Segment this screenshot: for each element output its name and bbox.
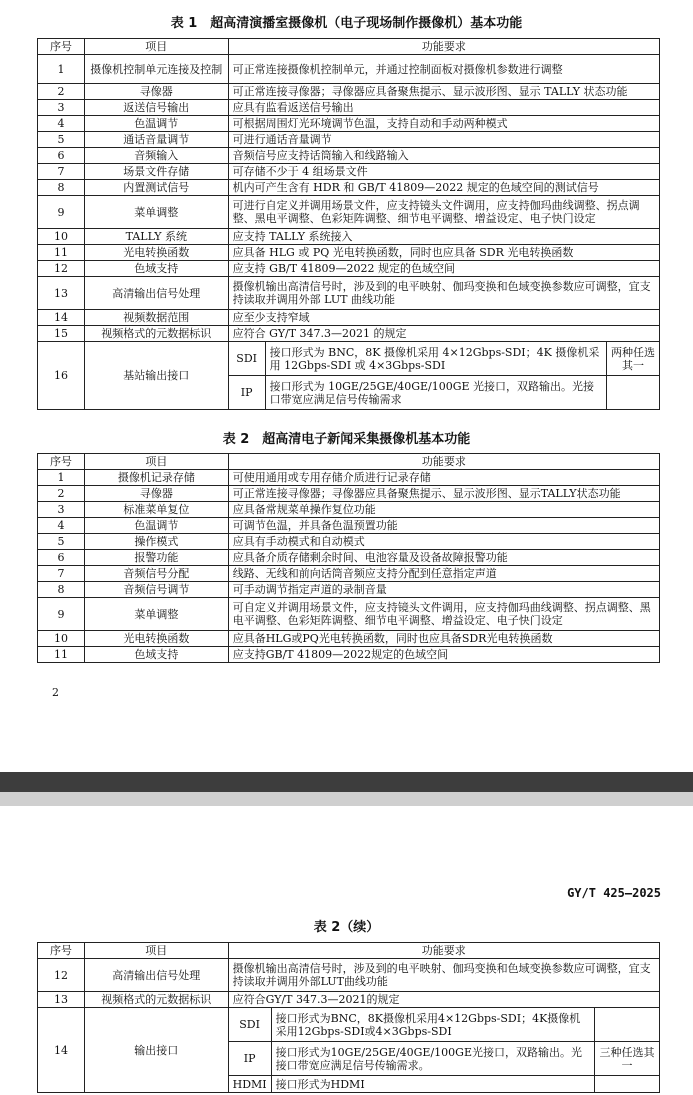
selection-note: 三种任选其一	[599, 1045, 655, 1072]
interface-cell	[228, 376, 659, 410]
row-requirement: 应具有手动模式和自动模式	[228, 534, 659, 550]
header-no: 序号	[38, 454, 85, 470]
interface-spec: 接口形式为 BNC，8K 摄像机采用 4×12Gbps-SDI；4K 摄像机采用 12Gbps-SDI 或 4×3Gbps-SDI	[265, 342, 606, 375]
row-requirement: 可调节色温，并具备色温预置功能	[228, 518, 659, 534]
row-item: 标准菜单复位	[84, 502, 228, 518]
row-requirement: 应支持 TALLY 系统接入	[228, 229, 659, 245]
table1-caption: 表 1 超高清演播室摄像机（电子现场制作摄像机）基本功能	[170, 16, 523, 31]
table-row	[38, 550, 660, 566]
row-number: 14	[38, 310, 85, 326]
page-separator-light	[0, 792, 693, 806]
row-item: 色温调节	[84, 518, 228, 534]
row-requirement: 可使用通用或专用存储介质进行记录存储	[228, 470, 659, 486]
row-number: 12	[38, 261, 85, 277]
row-requirement: 可存储不少于 4 组场景文件	[228, 164, 659, 180]
row-number: 9	[38, 598, 85, 631]
row-item: 输出接口	[84, 1008, 228, 1093]
header-requirement: 功能要求	[228, 454, 659, 470]
row-item: 场景文件存储	[84, 164, 228, 180]
row-requirement: 应具备介质存储剩余时间、电池容量及设备故障报警功能	[228, 550, 659, 566]
row-number: 3	[38, 100, 85, 116]
row-requirement: 应符合 GY/T 347.3—2021 的规定	[228, 326, 659, 342]
selection-note-cont	[595, 1076, 660, 1092]
row-requirement: 可正常连接寻像器；寻像器应具备聚焦提示、显示波形图、显示 TALLY 状态功能	[228, 84, 659, 100]
interface-cell	[228, 342, 659, 376]
table2	[37, 453, 660, 663]
selection-note-cont	[595, 1008, 660, 1041]
row-number: 5	[38, 534, 85, 550]
row-number: 8	[38, 582, 85, 598]
header-requirement: 功能要求	[228, 39, 659, 55]
page-number: 2	[52, 686, 59, 699]
row-number: 14	[38, 1008, 85, 1093]
row-item: 摄像机记录存储	[84, 470, 228, 486]
table-row	[38, 566, 660, 582]
row-number: 5	[38, 132, 85, 148]
interface-spec: 接口形式为 10GE/25GE/40GE/100GE 光接口，双路输出。光接口带宽应满足信号传输需求	[265, 376, 606, 409]
row-requirement: 应具备 HLG 或 PQ 光电转换函数，同时也应具备 SDR 光电转换函数	[228, 245, 659, 261]
table2-continued	[37, 942, 660, 1093]
table-row	[38, 229, 660, 245]
row-requirement: 可根据周围灯光环境调节色温，支持自动和手动两种模式	[228, 116, 659, 132]
table-row	[38, 1008, 660, 1042]
row-requirement: 可自定义并调用场景文件，应支持镜头文件调用，应支持伽玛曲线调整、拐点调整、黑电平调整、色彩矩阵调整、细节电平调整、增益设定、电子快门设定	[228, 598, 659, 631]
interface-cell	[228, 1076, 659, 1093]
header-item: 项目	[84, 454, 228, 470]
row-requirement: 机内可产生含有 HDR 和 GB/T 41809—2022 规定的色域空间的测试信号	[228, 180, 659, 196]
interface-label: HDMI	[229, 1076, 272, 1092]
row-number: 6	[38, 550, 85, 566]
row-number: 10	[38, 631, 85, 647]
table-row	[38, 164, 660, 180]
table-row	[38, 598, 660, 631]
row-number: 2	[38, 84, 85, 100]
row-requirement: 摄像机输出高清信号时，涉及到的电平映射、伽玛变换和色域变换参数应可调整，宜支持读取并调用外部LUT曲线功能	[228, 959, 659, 992]
row-item: 菜单调整	[84, 196, 228, 229]
table-row	[38, 180, 660, 196]
table-row	[38, 277, 660, 310]
row-requirement: 应至少支持窄域	[228, 310, 659, 326]
row-item: 报警功能	[84, 550, 228, 566]
row-number: 2	[38, 486, 85, 502]
row-requirement: 应具有监看返送信号输出	[228, 100, 659, 116]
row-number: 1	[38, 55, 85, 84]
table-row	[38, 55, 660, 84]
header-requirement: 功能要求	[228, 943, 659, 959]
row-item: 音频输入	[84, 148, 228, 164]
row-item: 摄像机控制单元连接及控制	[84, 55, 228, 84]
row-number: 8	[38, 180, 85, 196]
table-row	[38, 261, 660, 277]
row-item: 高清输出信号处理	[84, 277, 228, 310]
row-number: 12	[38, 959, 85, 992]
row-number: 11	[38, 245, 85, 261]
table1-header-row	[38, 39, 660, 55]
row-requirement: 可正常连接寻像器；寻像器应具备聚焦提示、显示波形图、显示TALLY状态功能	[228, 486, 659, 502]
table-row	[38, 502, 660, 518]
table-row	[38, 116, 660, 132]
row-requirement: 可手动调节指定声道的录制音量	[228, 582, 659, 598]
table-row	[38, 992, 660, 1008]
page-separator-dark	[0, 772, 693, 792]
row-requirement: 线路、无线和前向话筒音频应支持分配到任意指定声道	[228, 566, 659, 582]
table-row	[38, 326, 660, 342]
table-row	[38, 84, 660, 100]
table-row	[38, 245, 660, 261]
header-no: 序号	[38, 39, 85, 55]
table2-header-row	[38, 454, 660, 470]
row-item: 色域支持	[84, 647, 228, 663]
row-item: 视频格式的元数据标识	[84, 992, 228, 1008]
row-number: 15	[38, 326, 85, 342]
table1	[37, 38, 660, 410]
table-row	[38, 342, 660, 376]
interface-cell	[228, 1008, 659, 1042]
row-requirement: 音频信号应支持话筒输入和线路输入	[228, 148, 659, 164]
row-requirement: 应具备HLG或PQ光电转换函数，同时也应具备SDR光电转换函数	[228, 631, 659, 647]
interface-cell	[228, 1042, 659, 1076]
row-item: 菜单调整	[84, 598, 228, 631]
header-item: 项目	[84, 39, 228, 55]
row-item: 色温调节	[84, 116, 228, 132]
table-row	[38, 582, 660, 598]
row-item: 操作模式	[84, 534, 228, 550]
row-item: 音频信号调节	[84, 582, 228, 598]
row-number: 7	[38, 566, 85, 582]
table-row	[38, 132, 660, 148]
row-number: 4	[38, 518, 85, 534]
table-row	[38, 647, 660, 663]
row-number: 7	[38, 164, 85, 180]
interface-label: IP	[229, 1042, 272, 1075]
table-row	[38, 486, 660, 502]
row-number: 11	[38, 647, 85, 663]
header-no: 序号	[38, 943, 85, 959]
interface-label: IP	[229, 376, 266, 409]
row-requirement: 可进行自定义并调用场景文件，应支持镜头文件调用，应支持伽玛曲线调整、拐点调整、黑电平调整、色彩矩阵调整、细节电平调整、增益设定、电子快门设定	[228, 196, 659, 229]
table-row	[38, 100, 660, 116]
row-requirement: 摄像机输出高清信号时，涉及到的电平映射、伽玛变换和色域变换参数应可调整，宜支持读取并调用外部 LUT 曲线功能	[228, 277, 659, 310]
table-row	[38, 631, 660, 647]
row-requirement: 可正常连接摄像机控制单元，并通过控制面板对摄像机参数进行调整	[228, 55, 659, 84]
row-item: 返送信号输出	[84, 100, 228, 116]
row-requirement: 应具备常规菜单操作复位功能	[228, 502, 659, 518]
table-row	[38, 518, 660, 534]
table-row	[38, 470, 660, 486]
table2-cont-header-row	[38, 943, 660, 959]
selection-note: 两种任选其一	[611, 345, 655, 372]
selection-note-cont	[607, 376, 660, 409]
row-item: 光电转换函数	[84, 631, 228, 647]
standard-code: GY/T 425—2025	[567, 886, 661, 900]
table2-caption: 表 2 超高清电子新闻采集摄像机基本功能	[222, 432, 471, 447]
table-row	[38, 196, 660, 229]
row-item: 音频信号分配	[84, 566, 228, 582]
row-item: 基站输出接口	[84, 342, 228, 410]
interface-spec: 接口形式为HDMI	[271, 1076, 594, 1092]
row-item: 视频数据范围	[84, 310, 228, 326]
row-item: TALLY 系统	[84, 229, 228, 245]
row-item: 视频格式的元数据标识	[84, 326, 228, 342]
row-requirement: 应支持GB/T 41809—2022规定的色域空间	[228, 647, 659, 663]
row-number: 9	[38, 196, 85, 229]
row-item: 光电转换函数	[84, 245, 228, 261]
interface-spec: 接口形式为10GE/25GE/40GE/100GE光接口，双路输出。光接口带宽应满足信号传输需求。	[271, 1042, 594, 1075]
row-requirement: 应支持 GB/T 41809—2022 规定的色域空间	[228, 261, 659, 277]
row-number: 6	[38, 148, 85, 164]
row-number: 13	[38, 992, 85, 1008]
row-item: 高清输出信号处理	[84, 959, 228, 992]
table-row	[38, 534, 660, 550]
table-row	[38, 310, 660, 326]
interface-spec: 接口形式为BNC，8K摄像机采用4×12Gbps-SDI；4K摄像机采用12Gbps-SDI或4×3Gbps-SDI	[271, 1008, 594, 1041]
row-item: 色域支持	[84, 261, 228, 277]
table2-cont-caption: 表 2（续）	[313, 920, 380, 935]
row-number: 3	[38, 502, 85, 518]
table-row	[38, 959, 660, 992]
row-number: 4	[38, 116, 85, 132]
row-item: 内置测试信号	[84, 180, 228, 196]
row-number: 10	[38, 229, 85, 245]
table-row	[38, 148, 660, 164]
interface-label: SDI	[229, 342, 266, 375]
row-requirement: 应符合GY/T 347.3—2021的规定	[228, 992, 659, 1008]
interface-label: SDI	[229, 1008, 272, 1041]
row-item: 寻像器	[84, 486, 228, 502]
row-item: 通话音量调节	[84, 132, 228, 148]
header-item: 项目	[84, 943, 228, 959]
row-number: 1	[38, 470, 85, 486]
row-requirement: 可进行通话音量调节	[228, 132, 659, 148]
row-number: 16	[38, 342, 85, 410]
row-number: 13	[38, 277, 85, 310]
row-item: 寻像器	[84, 84, 228, 100]
